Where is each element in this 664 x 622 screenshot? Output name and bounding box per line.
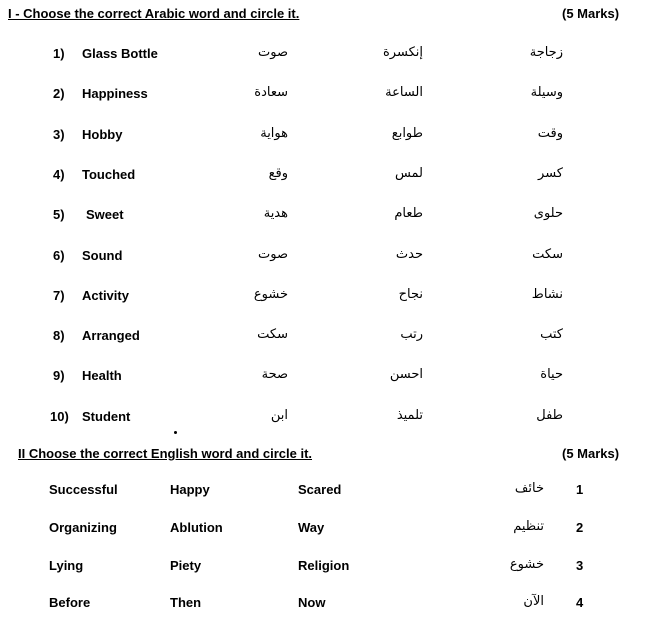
arabic-option[interactable]: حياة bbox=[540, 367, 563, 382]
question-number: 10) bbox=[50, 409, 69, 424]
question-number: 2) bbox=[53, 86, 65, 101]
question-number: 2 bbox=[576, 520, 584, 535]
arabic-option[interactable]: هدية bbox=[263, 206, 288, 221]
question-number: 6) bbox=[53, 248, 65, 263]
arabic-option[interactable]: وقت bbox=[537, 126, 563, 141]
english-word: Happiness bbox=[82, 86, 148, 101]
arabic-option[interactable]: وقع bbox=[268, 166, 288, 181]
arabic-option[interactable]: الساعة bbox=[385, 85, 423, 100]
arabic-option[interactable]: حلوى bbox=[533, 206, 563, 221]
english-word: Health bbox=[82, 368, 122, 383]
question-number: 7) bbox=[53, 288, 65, 303]
english-option[interactable]: Successful bbox=[49, 482, 118, 497]
question-number: 9) bbox=[53, 368, 65, 383]
arabic-option[interactable]: تلميذ bbox=[396, 408, 423, 423]
english-option[interactable]: Ablution bbox=[170, 520, 223, 535]
english-option[interactable]: Then bbox=[170, 595, 202, 610]
arabic-option[interactable]: كسر bbox=[538, 166, 563, 181]
arabic-option[interactable]: وسيلة bbox=[530, 85, 563, 100]
arabic-option[interactable]: احسن bbox=[389, 367, 423, 382]
arabic-word: تنظيم bbox=[513, 519, 544, 534]
question-number: 5) bbox=[53, 207, 65, 222]
section1-marks: (5 Marks) bbox=[562, 6, 620, 21]
arabic-option[interactable]: نجاح bbox=[398, 287, 423, 302]
arabic-option[interactable]: هواية bbox=[260, 126, 288, 141]
english-word: Hobby bbox=[82, 127, 123, 142]
arabic-option[interactable]: حدث bbox=[395, 247, 423, 262]
arabic-option[interactable]: نشاط bbox=[531, 287, 563, 302]
arabic-option[interactable]: صوت bbox=[258, 247, 288, 262]
english-option[interactable]: Lying bbox=[49, 558, 84, 573]
english-word: Sweet bbox=[86, 207, 124, 222]
arabic-option[interactable]: سكت bbox=[532, 247, 563, 262]
arabic-option[interactable]: لمس bbox=[394, 166, 423, 181]
english-word: Sound bbox=[82, 248, 123, 263]
question-number: 4 bbox=[576, 595, 584, 610]
arabic-option[interactable]: سعادة bbox=[254, 85, 288, 100]
english-word: Activity bbox=[82, 288, 129, 303]
arabic-option[interactable]: صحة bbox=[261, 367, 288, 382]
arabic-option[interactable]: سكت bbox=[257, 327, 288, 342]
english-word: Glass Bottle bbox=[82, 46, 158, 61]
english-option[interactable]: Before bbox=[49, 595, 91, 610]
arabic-option[interactable]: رتب bbox=[400, 327, 423, 342]
arabic-option[interactable]: ابن bbox=[270, 408, 288, 423]
arabic-word: خائف bbox=[514, 481, 544, 496]
english-option[interactable]: Now bbox=[298, 595, 326, 610]
question-number: 1 bbox=[576, 482, 584, 497]
english-option[interactable]: Happy bbox=[170, 482, 210, 497]
question-number: 4) bbox=[53, 167, 65, 182]
english-option[interactable]: Scared bbox=[298, 482, 342, 497]
question-number: 1) bbox=[53, 46, 65, 61]
arabic-option[interactable]: كتب bbox=[540, 327, 563, 342]
arabic-word: خشوع bbox=[509, 557, 544, 572]
english-option[interactable]: Organizing bbox=[49, 520, 117, 535]
english-word: Touched bbox=[82, 167, 136, 182]
question-number: 3) bbox=[53, 127, 65, 142]
section1-title: I - Choose the correct Arabic word and circle it. bbox=[8, 6, 300, 21]
english-option[interactable]: Religion bbox=[298, 558, 350, 573]
arabic-option[interactable]: إنكسرة bbox=[383, 45, 423, 60]
arabic-option[interactable]: طفل bbox=[536, 408, 563, 423]
english-word: Arranged bbox=[82, 328, 140, 343]
arabic-word: الآن bbox=[523, 594, 544, 609]
english-word: Student bbox=[82, 409, 131, 424]
arabic-option[interactable]: خشوع bbox=[253, 287, 288, 302]
arabic-option[interactable]: صوت bbox=[258, 45, 288, 60]
english-option[interactable]: Piety bbox=[170, 558, 202, 573]
arabic-option[interactable]: طوابع bbox=[391, 126, 423, 141]
english-option[interactable]: Way bbox=[298, 520, 325, 535]
arabic-option[interactable]: طعام bbox=[394, 206, 423, 221]
stray-dot bbox=[174, 431, 177, 434]
question-number: 8) bbox=[53, 328, 65, 343]
arabic-option[interactable]: زجاجة bbox=[529, 45, 563, 60]
section2-marks: (5 Marks) bbox=[562, 446, 620, 461]
section2-title: II Choose the correct English word and circle it. bbox=[18, 446, 313, 461]
question-number: 3 bbox=[576, 558, 584, 573]
